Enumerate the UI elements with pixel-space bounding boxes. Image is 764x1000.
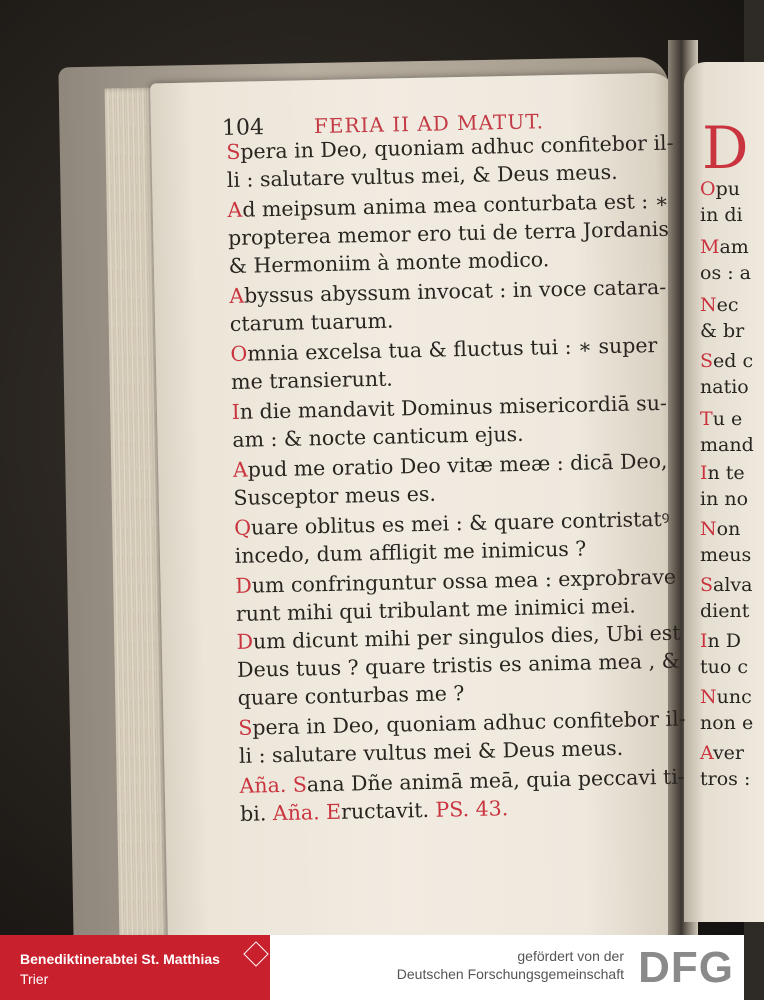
red-initial: S xyxy=(226,139,241,164)
right-text-line: Salva xyxy=(700,574,753,596)
text-line xyxy=(233,480,436,512)
red-initial: S xyxy=(238,715,253,740)
antiphon-line xyxy=(240,794,509,828)
right-text-line: Sed c xyxy=(700,350,754,372)
right-text-line: & br xyxy=(700,320,745,342)
right-text-line: os : a xyxy=(700,262,751,284)
line-text: runt mihi qui tribulant me inimici mei. xyxy=(235,593,637,626)
antiphon-text: ana Dñe animā meā, quia peccavi ti- xyxy=(306,764,685,797)
right-text-line: Mam xyxy=(700,236,749,258)
red-initial: D xyxy=(235,573,253,598)
right-text-line: mand xyxy=(700,434,754,456)
red-initial: A xyxy=(229,283,245,308)
text-line xyxy=(231,365,393,396)
funding-line-2: Deutschen Forschungsgemeinschaft xyxy=(396,966,624,982)
text-line xyxy=(230,307,394,338)
abbey-logo-icon xyxy=(243,941,268,966)
right-text-line: Nunc xyxy=(700,686,752,708)
red-initial: I xyxy=(231,399,241,424)
red-initial: S xyxy=(292,772,308,797)
right-text-line: In te xyxy=(700,462,745,484)
text-line xyxy=(234,535,586,570)
right-text-line: In D xyxy=(700,630,742,652)
line-text: li : salutare vultus mei, & Deus meus. xyxy=(226,159,618,192)
line-text: pud me oratio Deo vitæ meæ : dicā Deo, xyxy=(247,448,668,482)
line-text: n die mandavit Dominus misericordiā su- xyxy=(239,390,668,424)
right-text-line: Opu xyxy=(700,178,740,200)
right-text-line: Non xyxy=(700,518,741,540)
red-initial: A xyxy=(232,457,249,482)
right-text-line: in di xyxy=(700,204,743,226)
antiphon-text: ructavit. xyxy=(340,797,430,824)
red-initial: A xyxy=(227,197,243,222)
funding-line-1: gefördert von der xyxy=(517,948,624,964)
right-text-line: non e xyxy=(700,712,754,734)
antiphon-label: Aña. xyxy=(239,772,287,798)
red-initial: E xyxy=(325,799,342,825)
large-red-initial: D xyxy=(702,114,749,182)
funding-note xyxy=(397,947,624,983)
line-text: Susceptor meus es. xyxy=(233,481,437,510)
right-text-line: Aver xyxy=(700,742,745,764)
running-head-title: FERIA II AD MATUT. xyxy=(313,109,545,139)
footer-bar xyxy=(0,935,744,1000)
line-text: d meipsum anima mea conturbata est : ∗ xyxy=(242,188,669,222)
red-initial: O xyxy=(230,341,248,366)
line-text: propterea memor ero tui de terra Jordanis xyxy=(227,216,670,250)
psalm-text-block xyxy=(226,129,690,826)
line-text: pera in Deo, quoniam adhuc confitebor il- xyxy=(252,706,686,740)
line-text: um dicunt mihi per singulos dies, Ubi est xyxy=(252,620,681,654)
line-text: um confringuntur ossa mea : exprobrave xyxy=(251,564,677,598)
line-text: Deus tuus ? quare tristis es anima mea , & xyxy=(236,648,681,682)
antiphon-label: Aña. xyxy=(272,800,320,826)
institution-banner xyxy=(0,935,270,1000)
right-text-line: in no xyxy=(700,488,749,510)
right-text-line: dient xyxy=(700,600,750,622)
line-text: mnia excelsa tua & fluctus tui : ∗ super xyxy=(247,333,658,366)
line-text: & Hermoniim à monte modico. xyxy=(228,247,550,278)
right-page-text xyxy=(700,114,760,818)
right-text-line: tuo c xyxy=(700,656,748,678)
text-line xyxy=(232,420,524,454)
antiphon-text: bi. xyxy=(239,801,267,826)
right-text-line: meus xyxy=(700,544,752,566)
page-number: 104 xyxy=(221,115,265,141)
psalm-reference: PS. 43. xyxy=(435,796,509,822)
institution-name: Benediktinerabtei St. Matthias xyxy=(20,951,220,967)
line-text: ctarum tuarum. xyxy=(229,308,394,336)
text-line xyxy=(228,245,549,280)
right-text-line: natio xyxy=(700,376,749,398)
line-text: quare conturbas me ? xyxy=(237,681,465,710)
line-text: pera in Deo, quoniam adhuc confitebor il- xyxy=(240,130,674,164)
right-text-line: Nec xyxy=(700,294,739,316)
line-text: byssus abyssum invocat : in voce catara- xyxy=(243,274,667,308)
line-text: am : & nocte canticum ejus. xyxy=(232,421,524,452)
dfg-logo: DFG xyxy=(638,943,734,992)
line-text: li : salutare vultus mei & Deus meus. xyxy=(238,735,624,768)
right-text-line: tros : xyxy=(700,768,751,790)
text-line xyxy=(237,679,464,712)
line-text: uare oblitus es mei : & quare contristatꝰ xyxy=(250,506,670,540)
red-initial: Q xyxy=(233,515,252,540)
red-initial: D xyxy=(236,629,254,654)
right-text-line: Tu e xyxy=(700,408,743,430)
line-text: incedo, dum affligit me inimicus ? xyxy=(234,536,587,568)
line-text: me transierunt. xyxy=(230,366,394,394)
institution-city: Trier xyxy=(20,971,49,987)
